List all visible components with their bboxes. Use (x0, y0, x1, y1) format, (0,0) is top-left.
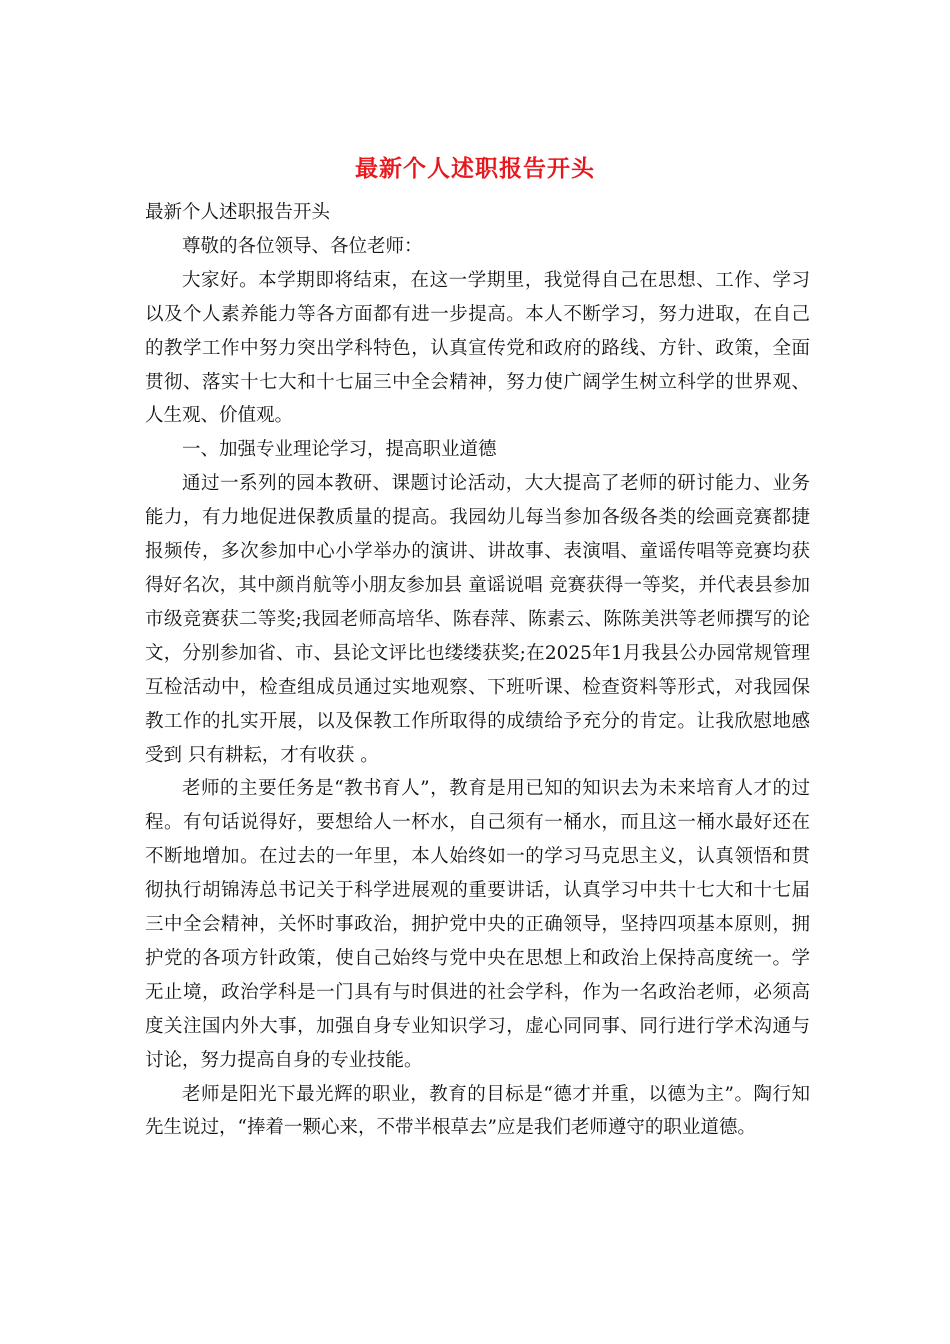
paragraph-professional-ethics: 老师是阳光下最光辉的职业，教育的目标是“德才并重，以德为主”。陶行知先生说过，“捧着一颗心来，不带半根草去”应是我们老师遵守的职业道德。 (145, 1083, 810, 1139)
paragraph-salutation: 尊敬的各位领导、各位老师： (182, 235, 423, 257)
document-body (145, 196, 810, 1145)
document-subtitle: 最新个人述职报告开头 (145, 202, 331, 223)
section-heading-1: 一、加强专业理论学习，提高职业道德 (182, 439, 497, 461)
document-title: 最新个人述职报告开头 (355, 155, 595, 182)
paragraph-teacher-task: 老师的主要任务是“教书育人”，教育是用已知的知识去为未来培育人才的过程。有句话说得好，要想给人一杯水，自己须有一桶水，而且这一桶水最好还在不断地增加。在过去的一年里，本人始终如一的学习马克思主义，认真领悟和贯彻执行胡锦涛总书记关于科学进展观的重要讲话，认真学习中共十七大和十七届三中全会精神，关怀时事政治，拥护党中央的正确领导，坚持四项基本原则，拥护党的各项方针政策，使自己始终与党中央在思想上和政治上保持高度统一。学无止境，政治学科是一门具有与时俱进的社会学科，作为一名政治老师，必须高度关注国内外大事，加强自身专业知识学习，虚心同同事、同行进行学术沟通与讨论，努力提高自身的专业技能。 (145, 778, 810, 1071)
paragraph-greeting: 大家好。本学期即将结束，在这一学期里，我觉得自己在思想、工作、学习以及个人素养能力等各方面都有进一步提高。本人不断学习，努力进取，在自己的教学工作中努力突出学科特色，认真宣传党和政府的路线、方针、政策，全面贯彻、落实十七大和十七届三中全会精神，努力使广阔学生树立科学的世界观、人生观、价值观。 (145, 269, 810, 427)
paragraph-achievements: 通过一系列的园本教研、课题讨论活动，大大提高了老师的研讨能力、业务能力，有力地促进保教质量的提高。我园幼儿每当参加各级各类的绘画竞赛都捷报频传，多次参加中心小学举办的演讲、讲故事、表演唱、童谣传唱等竞赛均获得好名次，其中颜肖航等小朋友参加县 童谣说唱 竞赛获得一等奖，并代表县参加市级竞赛获二等奖;我园老师高培华、陈春萍、陈素云、陈陈美洪等老师撰写的论文，分别参加省、市、县论文评比也缕缕获奖;在2025年1月我县公办园常规管理互检活动中，检查组成员通过实地观察、下班听课、检查资料等形式，对我园保教工作的扎实开展，以及保教工作所取得的成绩给予充分的肯定。让我欣慰地感受到 只有耕耘，才有收获 。 (145, 473, 810, 766)
